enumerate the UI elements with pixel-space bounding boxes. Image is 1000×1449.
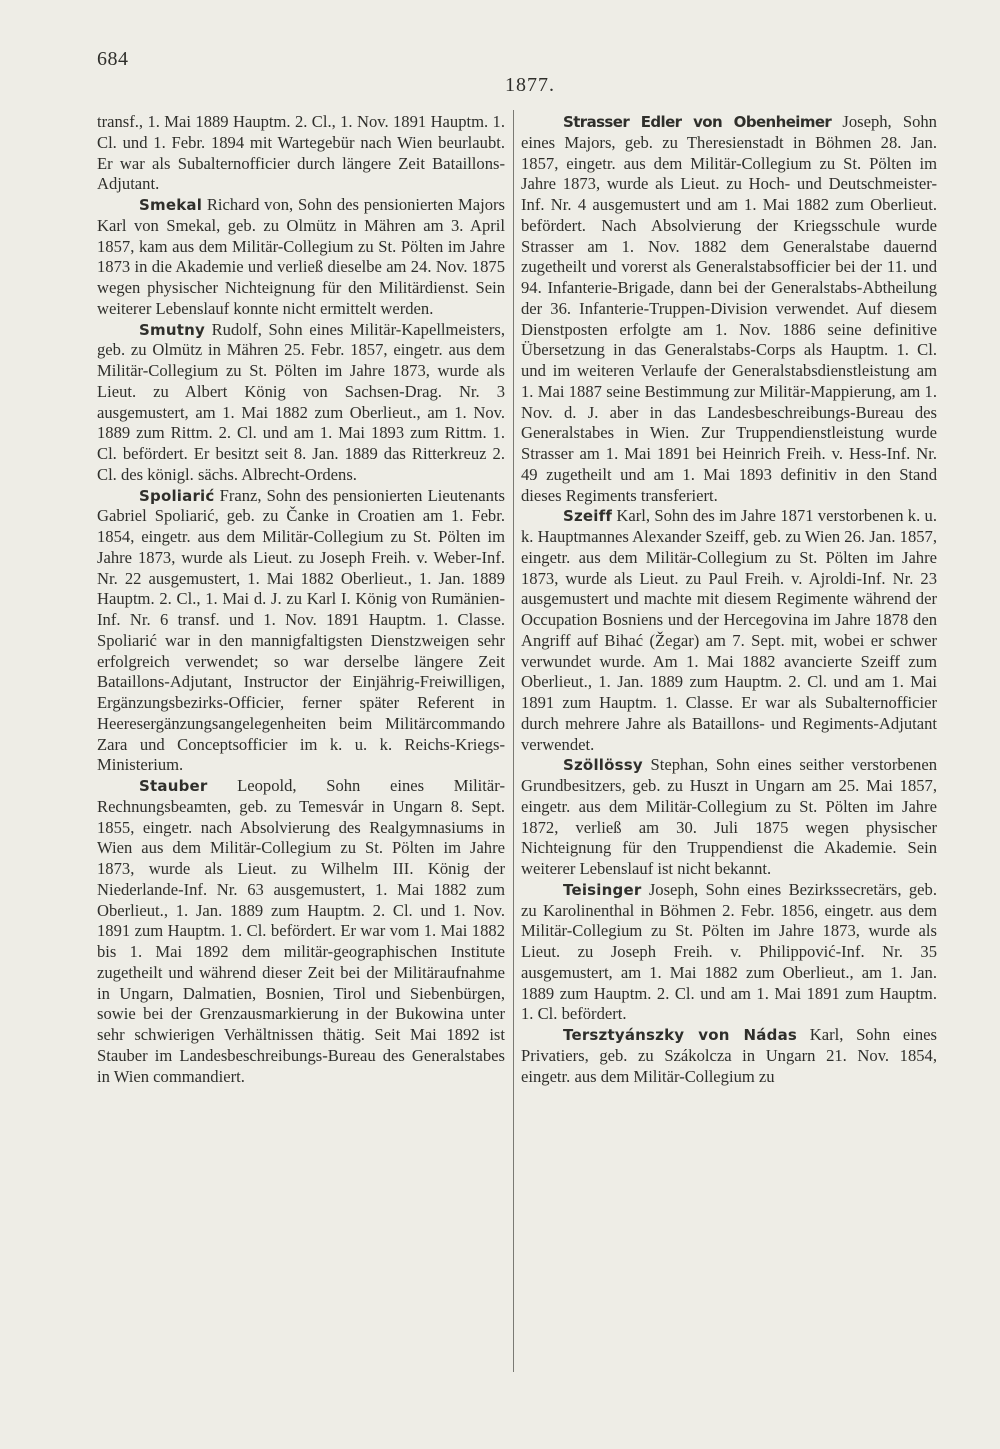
entry-szoellossy — [521, 755, 937, 880]
entry-continuation — [97, 112, 505, 195]
entry-text: Rudolf, Sohn eines Militär-Kapellmeisters, geb. zu Olmütz in Mähren 25. Febr. 1857, eingetr. aus dem Militär-Collegium zu St. Pölten im Jahre 1873, wurde als Lieut. zu Albert König von Sachsen-Drag. Nr. 3 ausgemustert, am 1. Mai 1882 zum Oberlieut., am 1. Nov. 1889 zum Rittm. 2. Cl. und am 1. Mai 1893 zum Rittm. 1. Cl. befördert. Er besitzt seit 8. Jan. 1889 das Ritterkreuz 2. Cl. des königl. sächs. Albrecht-Ordens. — [97, 319, 505, 484]
entry-surname: Szeiff — [563, 507, 613, 526]
entry-stauber — [97, 776, 505, 1087]
entry-surname: Stauber — [139, 777, 208, 795]
entry-spoliaric — [97, 486, 505, 777]
entry-tersztyanszky — [521, 1025, 937, 1087]
column-divider — [513, 110, 514, 1372]
entry-surname: Strasser Edler von Obenheimer — [563, 113, 832, 131]
entry-text: Franz, Sohn des pensionierten Lieutenants Gabriel Spoliarić, geb. zu Čanke in Croatien am 1. Febr. 1854, eingetr. aus dem Militär-Collegium zu St. Pölten im Jahre 1873, wurde als Lieut. zu Joseph Freih. v. Weber-Inf. Nr. 22 ausgemustert, 1. Mai 1882 Oberlieut., 1. Jan. 1889 Hauptm. 2. Cl., 1. Mai d. J. zu Karl I. König von Rumänien-Inf. Nr. 6 transf. und 1. Nov. 1891 Hauptm. 1. Classe. Spoliarić war in den mannigfaltigsten Dienstzweigen sehr erfolgreich verwendet; so war derselbe längere Zeit Bataillons-Adjutant, Instructor der Einjährig-Freiwilligen, Ergänzungsbezirks-Officier, ferner später Referent in Heeresergänzungsangelegenheiten beim Militärcommando Zara und Conceptsofficier im k. u. k. Reichs-Kriegs-Ministerium. — [97, 485, 505, 775]
entry-text: Karl, Sohn eines Privatiers, geb. zu Szákolcza in Ungarn 21. Nov. 1854, eingetr. aus dem Militär-Collegium zu — [521, 1025, 938, 1086]
page-number: 684 — [97, 48, 129, 70]
entry-smekal — [97, 195, 505, 320]
entry-text: transf., 1. Mai 1889 Hauptm. 2. Cl., 1. Nov. 1891 Hauptm. 1. Cl. und 1. Febr. 1894 mit Wartegebür nach Wien beurlaubt. Er war als Subalternofficier durch längere Zeit Bataillons-Adjutant. — [97, 112, 505, 194]
page-year-heading: 1877. — [505, 74, 555, 96]
entry-text: Stephan, Sohn eines seither verstorbenen Grundbesitzers, geb. zu Huszt in Ungarn am 25. Mai 1857, eingetr. aus dem Militär-Collegium zu St. Pölten im Jahre 1872, verließ am 30. Juli 1875 wegen physischer Nichteignung für den Truppendienst die Akademie. Sein weiterer Lebenslauf ist nicht bekannt. — [521, 755, 937, 878]
left-column — [97, 112, 505, 1087]
entry-text: Joseph, Sohn eines Majors, geb. zu Theresienstadt in Böhmen 28. Jan. 1857, eingetr. aus dem Militär-Collegium zu St. Pölten im Jahre 1873, wurde als Lieut. zu Hoch- und Deutschmeister-Inf. Nr. 4 ausgemustert und am 1. Mai 1882 zum Oberlieut. befördert. Nach Absolvierung der Kriegsschule wurde Strasser am 1. Nov. 1882 dem Generalstabe dauernd zugetheilt und vorerst als Generalstabsofficier bei der 11. und 94. Infanterie-Brigade, dann bei der Generalstabs-Abtheilung der 36. Infanterie-Truppen-Division verwendet. Auf diesem Dienstposten erfolgte am 1. Nov. 1886 seine definitive Übersetzung in das Generalstabs-Corps als Hauptm. 1. Cl. und im weiteren Verlaufe der Generalstabsdienstleistung am 1. Mai 1887 seine Bestimmung zur Militär-Mappierung, am 1. Nov. d. J. aber in das Landesbeschreibungs-Bureau des Generalstabes in Wien. Zur Truppendienstleistung wurde Strasser am 1. Mai 1891 bei Heinrich Freih. v. Hess-Inf. Nr. 49 zugetheilt und am 1. Mai 1893 definitiv in den Stand dieses Regiments transferiert. — [521, 112, 937, 505]
entry-surname: Smutny — [139, 320, 205, 339]
entry-surname: Smekal — [139, 196, 203, 214]
entry-surname: Szöllössy — [563, 756, 643, 775]
entry-text: Leopold, Sohn eines Militär-Rechnungsbeamten, geb. zu Temesvár in Ungarn 8. Sept. 1855, eingetr. nach Absolvierung des Realgymnasiums in Wien aus dem Militär-Collegium zu St. Pölten im Jahre 1873, wurde als Lieut. zu Wilhelm III. König der Niederlande-Inf. Nr. 63 ausgemustert, 1. Mai 1882 zum Oberlieut., 1. Jan. 1889 zum Hauptm. 2. Cl. und 1. Nov. 1891 zum Hauptm. 1. Cl. befördert. Er war vom 1. Mai 1882 bis 1. Mai 1892 dem militär-geographischen Institute zugetheilt und während dieser Zeit bei der Militäraufnahme in Ungarn, Dalmatien, Bosnien, Tirol und Siebenbürgen, sowie bei der Grenzausmarkierung in der Bukowina unter sehr schwierigen Verhältnissen thätig. Seit Mai 1892 ist Stauber im Landesbeschreibungs-Bureau des Generalstabes in Wien commandiert. — [97, 776, 505, 1086]
right-column — [521, 112, 937, 1087]
entry-szeiff — [521, 506, 937, 755]
entry-surname: Spoliarić — [139, 486, 215, 505]
entry-text: Joseph, Sohn eines Bezirkssecretärs, geb. zu Karolinenthal in Böhmen 2. Febr. 1856, eingetr. aus dem Militär-Collegium zu St. Pölten im Jahre 1873, wurde als Lieut. zu Joseph Freih. v. Philippović-Inf. Nr. 35 ausgemustert, am 1. Mai 1882 zum Oberlieut., am 1. Jan. 1889 zum Hauptm. 2. Cl. und am 1. Mai 1891 zum Hauptm. 1. Cl. befördert. — [521, 879, 937, 1024]
entry-smutny — [97, 320, 505, 486]
entry-surname: Tersztyánszky von Nádas — [563, 1026, 798, 1044]
entry-strasser — [521, 112, 937, 506]
entry-text: Karl, Sohn des im Jahre 1871 verstorbenen k. u. k. Hauptmannes Alexander Szeiff, geb. zu Wien 26. Jan. 1857, eingetr. aus dem Militär-Collegium zu St. Pölten im Jahre 1873, wurde als Lieut. zu Paul Freih. v. Ajroldi-Inf. Nr. 23 ausgemustert und machte mit diesem Regimente während der Occupation Bosniens und der Hercegovina im Jahre 1878 den Angriff auf Bihać (Žegar) am 7. Sept. mit, wobei er schwer verwundet wurde. Am 1. Mai 1882 avancierte Szeiff zum Oberlieut., 1. Jan. 1889 zum Hauptm. 2. Cl. und am 1. Mai 1891 zum Hauptm. 1. Classe. Er war als Subalternofficier durch mehrere Jahre als Bataillons- und Regiments-Adjutant verwendet. — [521, 506, 937, 754]
entry-surname: Teisinger — [563, 880, 642, 899]
entry-teisinger — [521, 880, 937, 1025]
entry-text: Richard von, Sohn des pensionierten Majors Karl von Smekal, geb. zu Olmütz in Mähren am 3. April 1857, kam aus dem Militär-Collegium zu St. Pölten im Jahre 1873 in die Akademie und verließ dieselbe am 24. Nov. 1875 wegen physischer Nichteignung für den Militärdienst. Sein weiterer Lebenslauf konnte nicht ermittelt werden. — [97, 195, 505, 318]
